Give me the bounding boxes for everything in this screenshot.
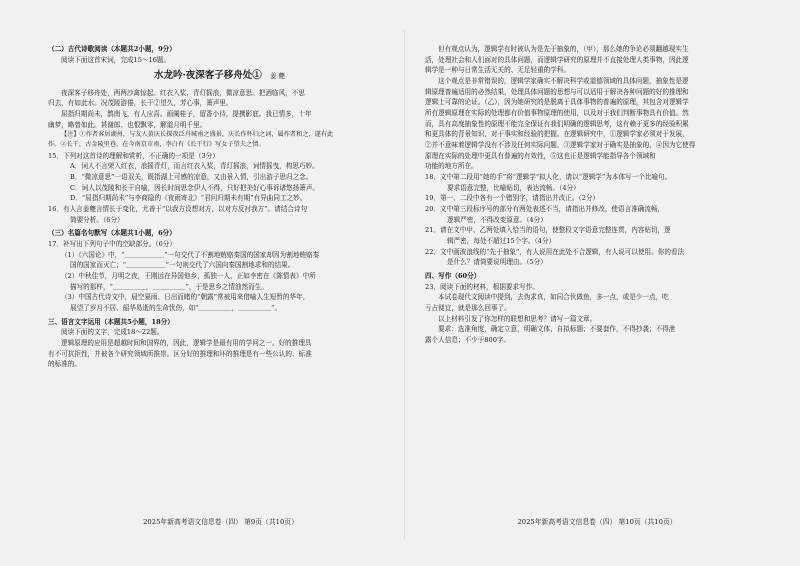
page-divider (404, 30, 405, 540)
q17-item: （2）中秋佳节，月明之夜，王刚远在异国他乡，孤独一人，正如李密在《陈情表》中所 (61, 271, 316, 280)
passage-line: 辑学是一种与日常生活无关的、无足轻重的学科。 (425, 66, 571, 75)
passage-line: 所有逻辑原理在实际的处理都有价值事物原理的使用，以及对于我们判断事物具有价值。然 (425, 109, 689, 118)
passage-line: 原理在实际的处理中更具有普遍的有效性，⑤这也正是逻辑学能指导各个领域和 (425, 151, 656, 160)
poem-line: 屈指归期尚未，鹊南飞，有人应喜。画阑桂子，留香小待，提携影底。我已情多，十年 (61, 110, 312, 119)
material-line: 亏占便宜，就是那么回事了。 (425, 304, 511, 313)
passage-line: 的标准的。 (48, 360, 81, 369)
question-20: 20．文中第三段标序号的部分有两处表述不当，请指出并修改，使语言准确流畅， (425, 205, 665, 214)
poem-note (48, 130, 393, 150)
section-2-title: （二）古代诗歌阅读（本题共2小题，9分） (48, 45, 176, 53)
question-18-cont: 要求语意完整，比喻贴切，表达流畅。（4分） (447, 183, 580, 192)
passage-line: 但有观点认为，逻辑学有时被认为是先于抽象的，（甲），那么她的争论必须翻越现实生 (438, 45, 689, 53)
poem-line: 夜深客子移舟处，两两沙禽惊起。红衣入桨，青灯摇浪，微凉意思。把酒临风，不思 (61, 88, 305, 97)
page-9 (48, 0, 393, 566)
writing-prompt: 以上材料引发了你怎样的联想和思考？请写一篇文章。 (438, 314, 597, 323)
question-22: 22．文中画波浪线的“先于抽象”，有人说用在此处不合逻辑，有人说可以使用。你的看法 (425, 247, 685, 256)
q17-item: （1）《六国论》中，“＿＿＿＿＿＿”一句交代了不割地贿赂秦国的国家却因为割地贿赂秦 (61, 250, 320, 259)
passage-line: 辑原理普遍适用的必然结果，处理具体问题的思想与可以适用于解决各种问题的好的推理和 (425, 87, 689, 96)
question-23: 23．阅读下面的材料，根据要求写作。 (425, 282, 539, 291)
q15-option-a: A．词人不言荣入红衣，浪摇青灯，而言红衣入桨，青灯摇浪，词情摇曳，构思巧妙。 (70, 162, 319, 171)
question-15: 15．下列对这首诗的理解和赏析，不正确的一项是（3分） (48, 151, 219, 160)
q17-item: 描写的那样，“＿＿＿＿＿，＿＿＿＿＿”，于是思乡之情油然而生。 (70, 282, 268, 291)
material-line: 本试卷现代文阅读中提到，去伪求真，如同合伙做鱼，多一点，或是少一点，吃 (438, 293, 669, 302)
note-line: 作。②长干，古金陵里巷，在今南京市南，李白有《长干行》写女子望夫之情。 (48, 141, 265, 149)
passage-line: 逻辑原理的应用是超越时间和国界的，因此，逻辑学是最有用的学问之一。好的推理具 (61, 338, 312, 347)
passage-line: 这个观点是非常错误的，逻辑学家确实不解决科学或道德领域的具体问题，抽象性是逻 (438, 77, 689, 86)
question-20-cont: 逻辑严密，不得改变原意。（4分） (447, 215, 547, 224)
poem-author: 姜夔 (269, 72, 287, 81)
section-2-intro: 阅读下面这首宋词，完成15～16题。 (61, 55, 171, 64)
language-section-title: 三、语言文字运用（本题共5小题，18分） (48, 317, 174, 326)
writing-requirements-cont: 露个人信息；不少于800字。 (425, 336, 511, 345)
passage-line: 逻辑上可靠的论证。（乙），因为她研究的是脱离于具体事物的普遍的原理，其包含对逻辑学 (425, 98, 689, 107)
section-3-title: （三）名篇名句默写（本题共1小题，6分） (48, 229, 176, 238)
passage-line: ②并不意味着逻辑学没有不涉及任何实际问题，③逻辑学家对于确实是抽象的，④因为它使得 (425, 141, 696, 150)
question-21-cont: 辑严密，每处不超过15个字。（4分） (447, 237, 556, 246)
writing-section-title: 四、写作（60分） (425, 272, 481, 281)
q17-item: （3）中国古代诗文中，晨空夏雨、日出而睹的“朝露”常被用来借喻人生短暂的华年， (61, 293, 310, 302)
poem-title: 水龙吟·夜深客子移舟处① (154, 70, 262, 82)
passage-line: 活，处理社会和人们面对的具体问题，而逻辑学研究的原理并不直接处理人类事物，因此逻 (425, 55, 689, 64)
question-21: 21．请在文中甲、乙两处填入恰当的语句，使整段文字语意完整连贯，内容贴切，逻 (425, 226, 671, 235)
question-18: 18．文中第二段用“她的手”将“逻辑学”拟人化，请以“逻辑学”为本体写一个比喻句。 (425, 173, 672, 182)
page-9-content (48, 44, 393, 370)
q15-option-d: D．“屈指归期尚未”与李商隐的《夜雨寄北》“君问归期未有期”有异曲同工之妙。 (70, 194, 307, 203)
passage-line: 和更具体的背景知识，对于事实和经验的把握。在逻辑研究中，①逻辑学家必须对于发展， (425, 130, 689, 139)
page-10-content (425, 44, 769, 346)
poem-line: 幽梦，略曾如此。甚谢郎、也恨飘零，解道月明千里。 (48, 120, 207, 129)
language-section-intro: 阅读下面的文字，完成18～22题。 (61, 328, 164, 337)
q15-option-b: B．“微凉意思”一语双关，既指湖上可感的凉意，又由景入情，引出游子思归之念。 (70, 172, 313, 181)
question-16: 16．有人言姜夔言情长于变化，尤善于“以我方设想对方，以对方反衬我方”。请结合诗句 (48, 204, 308, 213)
question-16-cont: 简要分析。（6分） (70, 215, 124, 224)
page-10-footer: 2025年新高考语文信息卷（四） 第10页（共10页） (517, 518, 677, 526)
page-10 (425, 0, 769, 566)
q17-item: 国的国家而灭亡；“＿＿＿＿＿＿”一句则交代了六国向秦国割地求和的结果。 (70, 261, 295, 270)
passage-line: 而，具有高度抽象性的原理不能完全保证有我们明确的逻辑思考，这有赖于更多的经验积累 (425, 119, 689, 128)
q17-item: 展望了岁月不居、韶华易逝的生命忧伤，如“＿＿＿＿＿，＿＿＿＿＿”。 (70, 303, 282, 312)
poem-text (48, 88, 393, 131)
note-line: 【注】①作者客居湖州，与友人黄庆长探夜泛舟城南之盛景，庆长作怀归之词，属作者和之，遂有此 (61, 131, 334, 139)
passage-line: 有不可抗拒性，并被各个研究领域所推崇。区分好的推理和坏的推理是有一些公认的、标准 (48, 349, 312, 358)
q15-option-c: C．词人以茂陵和长干自喻，因长时间思念伊人不得，只好把美好心事诉诸悠扬箫声。 (70, 183, 320, 192)
passage-line: 功能的地方所在。 (425, 162, 478, 171)
question-22-cont: 是什么？请简要说明理由。（5分） (447, 258, 547, 267)
poem-line: 归去，有如此水。况茂陵游倦，长干②望久，芳心事，箫声里。 (48, 99, 233, 108)
question-19: 19．第一、二段中各有一个错别字，请指出并改正。（2分） (425, 194, 600, 203)
poem-heading (48, 68, 393, 83)
page-9-footer: 2025年新高考语文信息卷（四） 第9页（共10页） (143, 518, 298, 526)
writing-requirements: 要求：选准角度，确定立意，明确文体，自拟标题；不要套作，不得抄袭；不得泄 (438, 325, 676, 334)
question-17: 17．补写出下列句子中的空缺部分。（6分） (48, 239, 176, 248)
